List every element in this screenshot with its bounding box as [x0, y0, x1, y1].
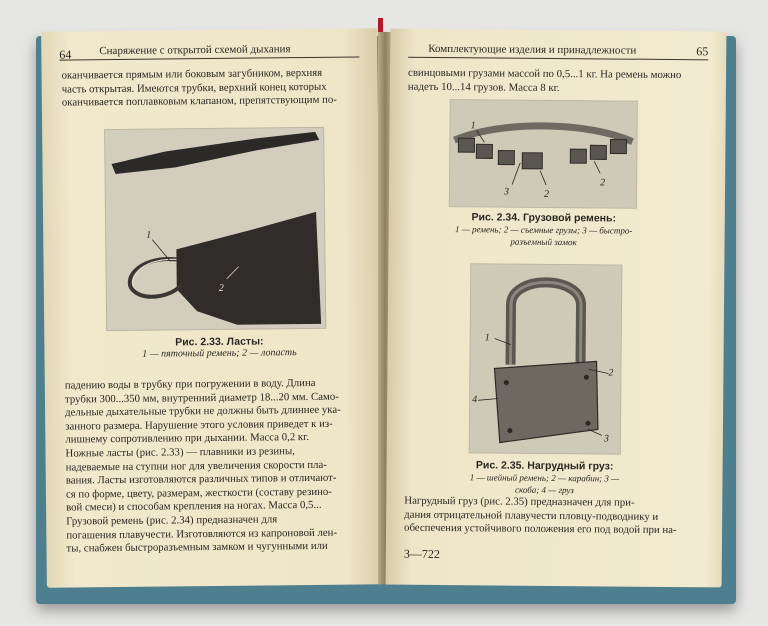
chest-weight-caption [416, 459, 672, 497]
fin-label-1: 1 [146, 229, 152, 241]
fins-caption-title: Рис. 2.33. Ласты: [175, 335, 264, 349]
left-running-head [59, 42, 359, 60]
right-text-top: свинцовыми грузами массой по 0,5...1 кг. На ремень можно надеть 10...14 грузов. Масса 8 кг. [407, 66, 682, 94]
belt-label-2a: 2 [543, 188, 550, 200]
left-text-top: оканчивается прямым или боковым загубником, верхняя часть открытая. Имеются трубки, верхний конец которых оканчивается поплавковым клапаном, препятствующим по- [61, 66, 337, 109]
fins-caption-legend: 1 — пяточный ремень; 2 — лопасть [142, 347, 297, 360]
chest-label-2: 2 [608, 367, 614, 379]
weight-belt-figure [449, 99, 638, 209]
right-text-bottom: Нагрудный груз (рис. 2.35) предназначен для при- дания отрицательной плавучести пловцу-подводнику и обеспечения устойчивого положения его под водой при на- [404, 494, 677, 537]
right-page [386, 29, 727, 588]
right-running-title: Комплектующие изделия и принадлежности [428, 42, 637, 57]
weight-belt-illustration [450, 100, 637, 208]
fin-label-2: 2 [218, 282, 224, 294]
chest-weight-figure [469, 263, 623, 454]
chest-weight-illustration [470, 264, 622, 453]
fins-illustration [105, 128, 325, 330]
belt-label-3: 3 [503, 186, 510, 198]
chest-label-4: 4 [472, 394, 478, 406]
chest-label-3: 3 [603, 433, 609, 445]
belt-label-2b: 2 [600, 177, 606, 189]
weight-belt-caption [419, 211, 669, 249]
right-running-head [408, 43, 708, 61]
printer-signature: 3—722 [403, 546, 440, 561]
fins-figure [104, 127, 326, 331]
chest-weight-caption-legend: 1 — шейный ремень; 2 — карабин; 3 — скоба; 4 — груз [469, 472, 620, 496]
chest-label-1: 1 [484, 332, 490, 344]
left-page [41, 28, 383, 587]
fins-caption [84, 335, 354, 362]
chest-weight-caption-title: Рис. 2.35. Нагрудный груз: [475, 459, 614, 473]
belt-label-1: 1 [470, 120, 476, 132]
weight-belt-caption-legend: 1 — ремень; 2 — съемные грузы; 3 — быстро- разъемный замок [454, 224, 633, 248]
left-page-number: 64 [59, 47, 72, 62]
left-text-bottom: падению воды в трубку при погружении в воду. Длина трубки 300...350 мм, внутренний диаметр 18...20 мм. Само- дельные дыхательные трубки не должны быть длиннее ука- занного размера. Нарушение этого условия приведет к из- лишнему сопротивлению при дыхании. Масса 0,2 кг. Ножные ласты (рис. 2.33) — плавники из резины, надеваемые на ступни ног для увеличения скорости пла- вания. Ласты изготовляются различных типов и отличают- ся по форме, цвету, размерам, жесткости (составу резино- вой смеси) и способам крепления на ногах. Масса 0,5... Грузовой ремень (рис. 2.34) предназначен для погашения плавучести. Изготовляются из капроновой лен- ты, снабжен быстроразъемным замком и чугунными или [64, 376, 341, 555]
left-running-title: Снаряжение с открытой схемой дыхания [99, 43, 291, 58]
weight-belt-caption-title: Рис. 2.34. Грузовой ремень: [471, 211, 617, 225]
right-page-number: 65 [696, 44, 709, 59]
